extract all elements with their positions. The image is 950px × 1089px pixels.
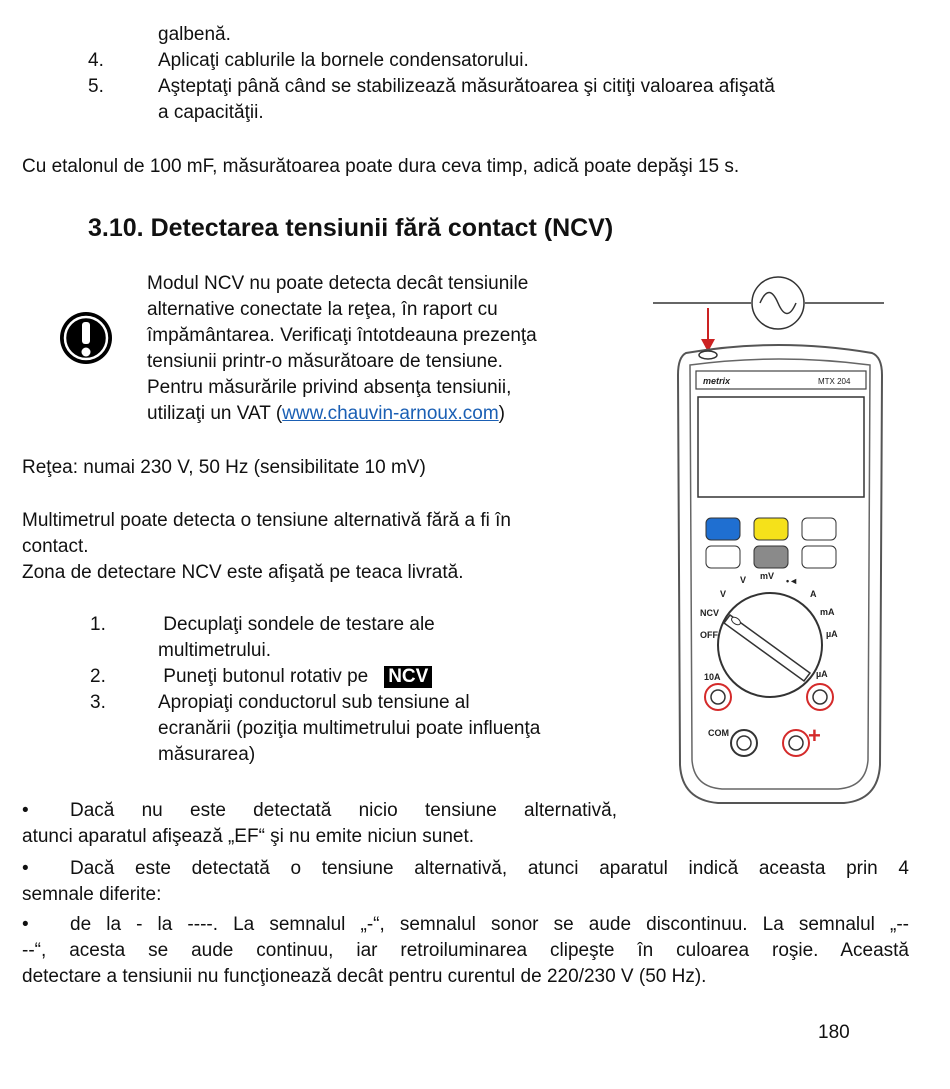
plus-sign: +	[808, 723, 821, 748]
step-text-label: Puneţi butonul rotativ pe	[158, 666, 369, 687]
bullet-symbol: •	[22, 858, 29, 879]
section-title: Detectarea tensiunii fără contact (NCV)	[150, 214, 614, 242]
bullet-text: detectare a tensiunii nu funcţionează decât pentru curentul de 220/230 V (50 Hz).	[22, 966, 707, 987]
dial-label-a: A	[810, 589, 817, 599]
step-text: Aplicaţi cablurile la bornele condensatorului.	[158, 50, 529, 71]
bullet-text: semnale diferite:	[22, 884, 162, 905]
step-number: 5.	[88, 76, 104, 97]
dial-label-10a: 10A	[704, 672, 721, 682]
dial-label-ncv: NCV	[700, 608, 720, 618]
network-spec: Reţea: numai 230 V, 50 Hz (sensibilitate 10 mV)	[22, 457, 426, 478]
step-text: Decuplaţi sondele de testare ale	[158, 614, 435, 635]
yellow-button	[754, 518, 788, 540]
detect-line: Zona de detectare NCV este afişată pe teaca livrată.	[22, 562, 464, 583]
warning-line: Modul NCV nu poate detecta decât tensiunile	[147, 273, 529, 294]
white-button	[706, 546, 740, 568]
blue-button	[706, 518, 740, 540]
white-button	[802, 518, 836, 540]
ncv-badge: NCV	[384, 666, 432, 688]
detect-line: contact.	[22, 536, 89, 557]
step-text	[158, 664, 432, 690]
rotary-dial	[718, 593, 822, 697]
dial-label-ua: µA	[826, 629, 838, 639]
step-number: 3.	[90, 692, 106, 713]
ac-source-icon	[653, 277, 884, 329]
dial-label-vac: V	[720, 589, 727, 599]
warning-line: Pentru măsurările privind absenţa tensiunii,	[147, 377, 512, 398]
bullet-text: Dacă este detectată o tensiune alternativă, atunci aparatul indică aceasta prin 4	[70, 858, 909, 879]
detection-arrow-icon	[701, 308, 715, 352]
gray-button	[754, 546, 788, 568]
section-heading	[88, 213, 613, 243]
note-100mf: Cu etalonul de 100 mF, măsurătoarea poate dura ceva timp, adică poate depăşi 15 s.	[22, 156, 740, 177]
step-continuation: galbenă.	[158, 24, 231, 45]
step-text: ecranării (poziţia multimetrului poate influenţa	[158, 718, 541, 739]
dial-label-ma: mA	[820, 607, 835, 617]
dial-label-off: OFF	[700, 630, 718, 640]
step-text: a capacităţii.	[158, 102, 264, 123]
bullet-item	[22, 856, 909, 882]
bullet-text: atunci aparatul afişează „EF“ şi nu emite niciun sunet.	[22, 826, 475, 847]
step-text: Apropiaţi conductorul sub tensiune al	[158, 692, 470, 713]
warning-line: tensiunii printr-o măsurătoare de tensiune.	[147, 351, 503, 372]
terminal-ua-ma	[807, 684, 833, 710]
dial-label-mv: mV	[760, 571, 775, 581]
dial-label-ua-ma: µA	[816, 669, 828, 679]
section-number: 3.10.	[88, 214, 144, 242]
step-number: 1.	[90, 614, 106, 635]
warning-line: alternative conectate la reţea, în raport cu	[147, 299, 498, 320]
warning-line: împământarea. Verificaţi întotdeauna prezenţa	[147, 325, 537, 346]
bullet-text: de la - la ----. La semnalul „-“, semnalul sonor se aude discontinuu. La semnalul „--	[70, 914, 909, 935]
step-number: 2.	[90, 666, 106, 687]
warning-line-suffix: )	[498, 403, 505, 424]
terminal-10a	[705, 684, 731, 710]
bullet-symbol: •	[22, 914, 29, 935]
bullet-symbol: •	[22, 800, 29, 821]
meter-model: MTX 204	[818, 377, 851, 386]
white-button	[802, 546, 836, 568]
dial-label-v: V	[740, 575, 747, 585]
terminal-com	[731, 730, 757, 756]
detect-line: Multimetrul poate detecta o tensiune alternativă fără a fi în	[22, 510, 511, 531]
bullet-text: --“, acesta se aude continuu, iar retroiluminarea clipeşte în culoarea roşie. Această	[22, 940, 909, 961]
bullet-text: Dacă nu este detectată nicio tensiune alternativă,	[70, 800, 617, 821]
step-text: multimetrului.	[158, 640, 271, 661]
bullet-item	[22, 798, 617, 824]
chauvin-arnoux-link[interactable]: www.chauvin-arnoux.com	[282, 403, 499, 424]
dial-label-com: COM	[708, 728, 729, 738]
warning-line-prefix: utilizaţi un VAT (	[147, 403, 283, 424]
dial-label-diode: •◄	[786, 576, 799, 586]
step-text: Aşteptaţi până când se stabilizează măsurătoarea şi citiţi valoarea afişată	[158, 76, 775, 97]
meter-display	[698, 397, 864, 497]
step-text: măsurarea)	[158, 744, 256, 765]
bullet-item	[22, 912, 909, 938]
warning-icon	[58, 310, 114, 366]
step-number: 4.	[88, 50, 104, 71]
warning-line	[147, 401, 505, 427]
page-number: 180	[818, 1022, 850, 1043]
multimeter-illustration	[648, 275, 888, 810]
meter-brand: metrix	[703, 376, 731, 386]
